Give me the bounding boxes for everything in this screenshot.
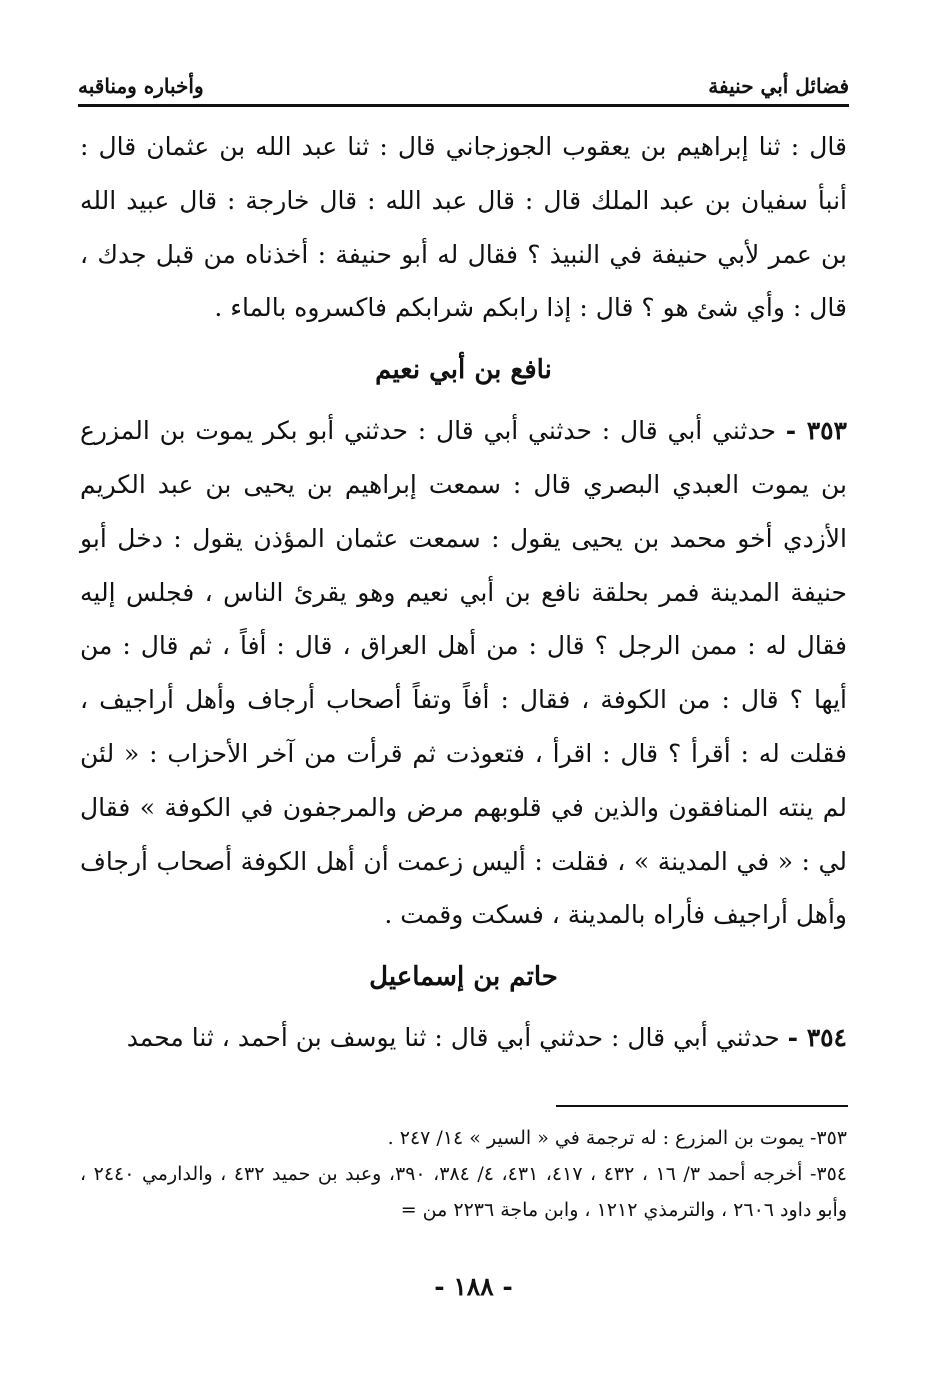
paragraph-1: قال : ثنا إبراهيم بن يعقوب الجوزجاني قال : ثنا عبد الله بن عثمان قال : أنبأ سفيان بن عبد الملك قال : قال عبد الله : قال خارجة : قال عبيد الله بن عمر لأبي حنيفة في النبيذ ؟ فقال له أبو حنيفة : أخذناه من قبل جدك ، قال : وأي شئ هو ؟ قال : إذا رابكم شرابكم فاكسروه بالماء . <box>80 132 847 323</box>
footnotes <box>80 1120 847 1228</box>
running-header <box>78 62 849 98</box>
paragraph-353 <box>80 404 847 942</box>
footnote-353: ٣٥٣- يموت بن المزرع : له ترجمة في « السير » ١٤/ ٢٤٧ . <box>387 1127 847 1149</box>
footnote-354: ٣٥٤- أخرجه أحمد ٣/ ١٦ ، ٤٣٢ ، ٤١٧، ٤٣١، ٤/ ٣٨٤، ٣٩٠، وعبد بن حميد ٤٣٢ ، والدارمي ٢٤٤٠ ، وأبو داود ٢٦٠٦ ، والترمذي ١٢١٢ ، وابن ماجة ٢٢٣٦ من = <box>80 1163 848 1221</box>
header-book-title: فضائل أبي حنيفة <box>708 74 849 98</box>
narration-number-354: ٣٥٤ - <box>787 1023 847 1053</box>
main-text <box>80 120 847 1065</box>
narration-number-353: ٣٥٣ - <box>785 416 847 446</box>
header-section-title: وأخباره ومناقبه <box>78 74 204 98</box>
section-heading-hatim: حاتم بن إسماعيل <box>369 962 558 993</box>
header-divider <box>78 104 849 107</box>
page-number: - ١٨٨ - <box>434 1272 513 1301</box>
paragraph-354 <box>80 1011 847 1065</box>
narration-text-353: حدثني أبي قال : حدثني أبي قال : حدثني أبو بكر يموت بن المزرع بن يموت العبدي البصري قال : سمعت إبراهيم بن يحيى بن عبد الكريم الأزدي أخو محمد بن يحيى يقول : سمعت عثمان المؤذن يقول : دخل أبو حنيفة المدينة فمر بحلقة نافع بن أبي نعيم وهو يقرئ الناس ، فجلس إليه فقال له : ممن الرجل ؟ قال : من أهل العراق ، قال : أفاً ، ثم قال : من أيها ؟ قال : من الكوفة ، فقال : أفاً وتفاً أصحاب أرجاف وأهل أراجيف ، فقلت له : أقرأ ؟ قال : اقرأ ، فتعوذت ثم قرأت من آخر الأحزاب : « لئن لم ينته المنافقون والذين في قلوبهم مرض والمرجفون في الكوفة » فقال لي : « في المدينة » ، فقلت : أليس زعمت أن أهل الكوفة أصحاب أرجاف وأهل أراجيف فأراه بالمدينة ، فسكت وقمت . <box>80 416 847 930</box>
footnote-divider <box>556 1105 848 1107</box>
section-heading-nafi: نافع بن أبي نعيم <box>375 355 552 386</box>
narration-text-354: حدثني أبي قال : حدثني أبي قال : ثنا يوسف بن أحمد ، ثنا محمد <box>126 1023 780 1053</box>
